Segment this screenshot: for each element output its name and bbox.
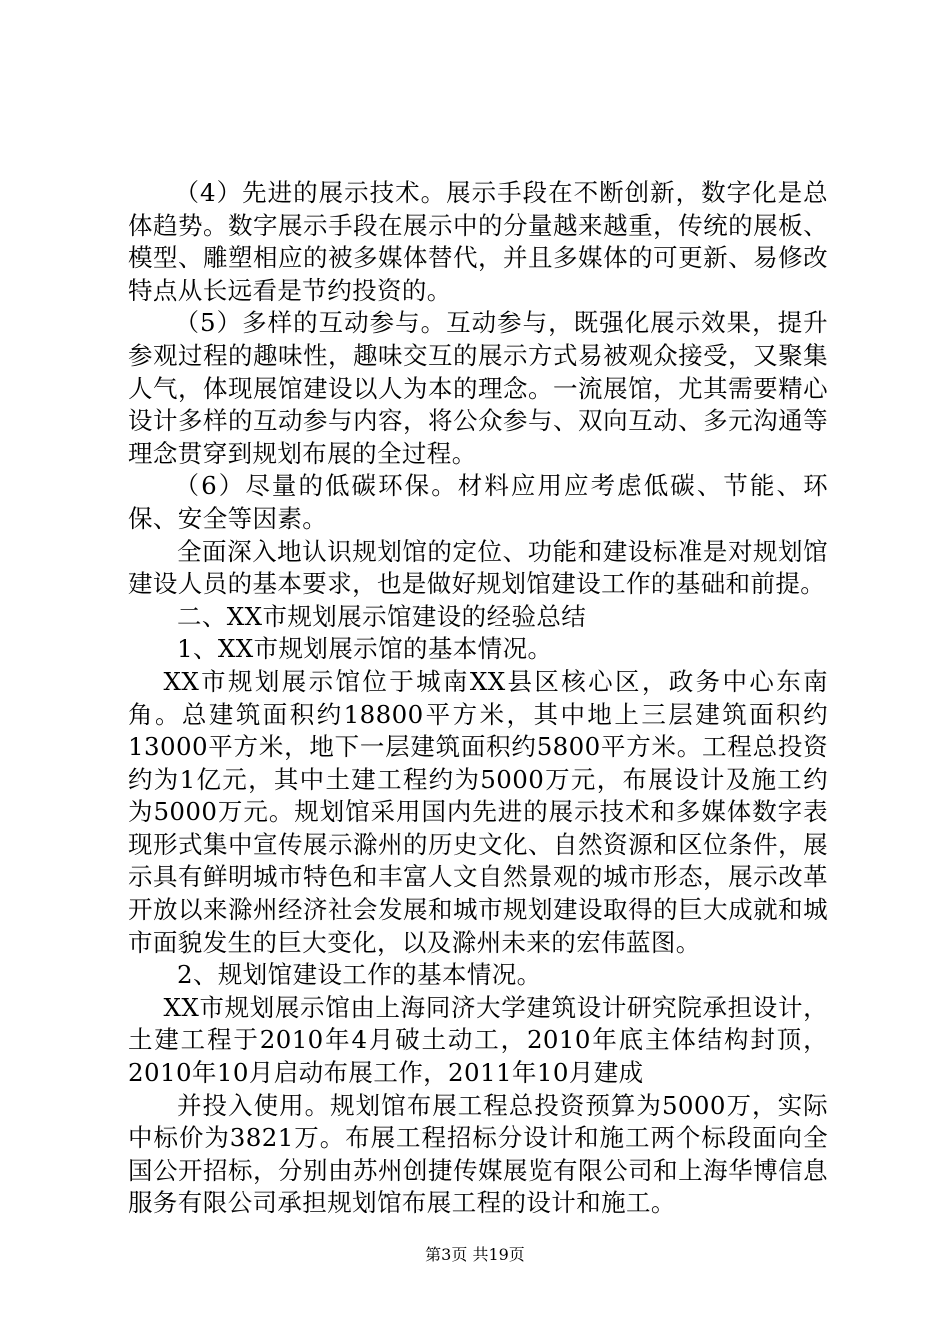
- paragraph-low-carbon: （6）尽量的低碳环保。材料应用应考虑低碳、节能、环保、安全等因素。: [128, 471, 828, 533]
- paragraph-interactive-participation: （5）多样的互动参与。互动参与，既强化展示效果，提升参观过程的趣味性，趣味交互的展示方式易被观众接受，又聚集人气，体现展馆建设以人为本的理念。一流展馆，尤其需要精心设计多样的互动参与内容，将公众参与、双向互动、多元沟通等理念贯穿到规划布展的全过程。: [128, 308, 828, 468]
- section-heading-experience-summary: 二、XX市规划展示馆建设的经验总结: [177, 601, 587, 631]
- paragraph-construction-info: XX市规划展示馆由上海同济大学建筑设计研究院承担设计，土建工程于2010年4月破土动工，2010年底主体结构封顶，2010年10月启动布展工作，2011年10月建成: [128, 992, 828, 1088]
- subheading-construction-info: 2、规划馆建设工作的基本情况。: [177, 960, 542, 990]
- paragraph-understanding-summary: 全面深入地认识规划馆的定位、功能和建设标准是对规划馆建设人员的基本要求，也是做好规划馆建设工作的基础和前提。: [128, 536, 828, 599]
- paragraph-basic-info: XX市规划展示馆位于城南XX县区核心区，政务中心东南角。总建筑面积约18800平方米，其中地上三层建筑面积约13000平方米，地下一层建筑面积约5800平方米。工程总投资约为1亿元，其中土建工程约为5000万元，布展设计及施工约为5000万元。规划馆采用国内先进的展示技术和多媒体数字表现形式集中宣传展示滁州的历史文化、自然资源和区位条件，展示具有鲜明城市特色和丰富人文自然景观的城市形态，展示改革开放以来滁州经济社会发展和城市规划建设取得的巨大成就和城市面貌发生的巨大变化，以及滁州未来的宏伟蓝图。: [128, 666, 828, 957]
- paragraph-exhibition-tender: 并投入使用。规划馆布展工程总投资预算为5000万，实际中标价为3821万。布展工程招标分设计和施工两个标段面向全国公开招标，分别由苏州创捷传媒展览有限公司和上海华博信息服务有限公司承担规划馆布展工程的设计和施工。: [128, 1090, 828, 1218]
- page-number-footer: 第3页 共19页: [425, 1245, 525, 1264]
- document-body: [128, 177, 828, 1220]
- subheading-basic-info: 1、XX市规划展示馆的基本情况。: [177, 634, 553, 664]
- paragraph-advanced-display-tech: （4）先进的展示技术。展示手段在不断创新，数字化是总体趋势。数字展示手段在展示中的分量越来越重，传统的展板、模型、雕塑相应的被多媒体替代，并且多媒体的可更新、易修改特点从长远看是节约投资的。: [128, 178, 828, 305]
